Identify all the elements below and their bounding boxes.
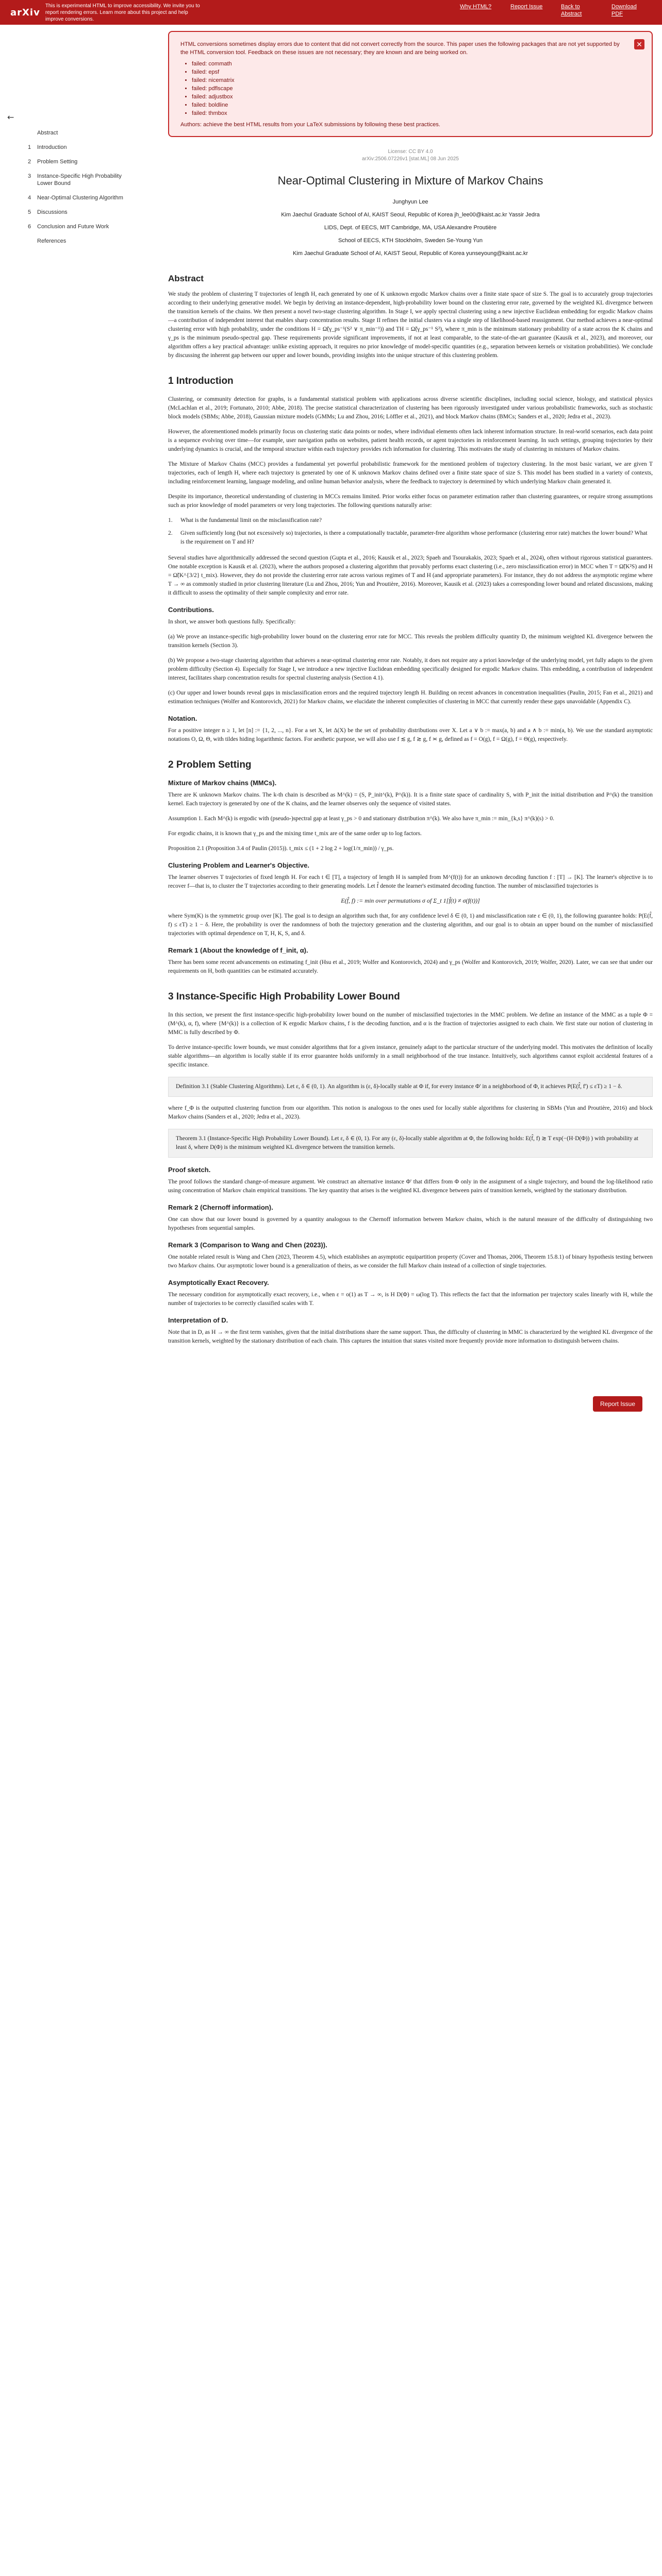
toc-item-abstract[interactable] [28, 126, 126, 140]
proposition: Proposition 2.1 (Proposition 3.4 of Paulin (2015)). t_mix ≤ (1 + 2 log 2 + log(1/π_min)) / γ_ps. [168, 845, 394, 852]
clustering-heading: Clustering Problem and Learner's Objective. [168, 861, 310, 869]
notation-heading: Notation. [168, 715, 197, 722]
remark-heading: Remark 3 (Comparison to Wang and Chen (2023)). [168, 1241, 327, 1249]
paragraph: The necessary condition for asymptotically exact recovery, i.e., when ε = o(1) as T → ∞, is H D(Φ) = ω(log T). This reflects the fact that the information per trajectory scales linearly with H, while the number of trajectories to be correctly classified scales with T. [168, 1292, 653, 1307]
package-item: • failed: boldline [192, 101, 642, 109]
paragraph: In this section, we present the first instance-specific high-probability lower bound on the number of misclassified trajectories in the MMC problem. We define an instance of the MMC as a tuple Φ = (M^(k), α, f), where {M^(k)} is a collection of K ergodic Markov chains, f is the decoding function, and α is the fraction of trajectories assigned to each chain. We first state our notion of clustering in MMC is fully described by Φ. [168, 1012, 653, 1036]
why-html-link[interactable]: Why HTML? [460, 4, 492, 10]
toc-label: Near-Optimal Clustering Algorithm [37, 195, 123, 201]
arxiv-logo-text[interactable]: arXiv [10, 7, 40, 18]
contribution-item: (a) We prove an instance-specific high-probability lower bound on the clustering error rate for MCC. This reveals the problem difficulty quantity D, the minimum weighted KL divergence between the transition kernels (Section 3). [168, 634, 653, 649]
author-block [168, 198, 653, 258]
arxiv-logo[interactable] [10, 3, 200, 23]
contributions-heading: Contributions. [168, 606, 214, 614]
abstract-text: We study the problem of clustering T trajectories of length H, each generated by one of K unknown ergodic Markov chains over a finite state space of size S. The goal is to accurately group trajectories according to their underlying generative model. We begin by deriving an instance-dependent, high-probability lower bound on the clustering error rate, governed by the weighted KL divergence between the transition kernels of the chains. We then present a novel two-stage clustering algorithm. In Stage I, we apply spectral clustering using a new injective Euclidean embedding for ergodic Markov chains—a contribution of independent interest that enables sharp concentration results. Stage II refines the initial clusters via a single step of likelihood-based reassignment. Our method achieves a near-optimal clustering error with high probability, under the conditions H = Ω̃(γ_ps⁻¹(S² ∨ π_min⁻¹)) and TH = Ω̃(γ_ps⁻¹ S²), where π_min is the minimum stationary probability of a state across the K chains and γ_ps is the minimum pseudo-spectral gap. These requirements provide significant improvements, if not at least comparable, to the state-of-the-art guarantee (Kausik et al., 2023), and moreover, our algorithm offers a key practical advantage: unlike existing approach, it requires no prior knowledge of model-specific quantities (e.g., separation between kernels or visitation probabilities). We conclude by discussing the inherent gap between our upper and lower bounds, providing insights into the unique structure of this clustering problem. [168, 291, 653, 359]
toc-item-references[interactable] [28, 234, 126, 248]
question-text: Given sufficiently long (but not excessively so) trajectories, is there a computationally tractable, parameter-free algorithm whose performance (clustering error rate) matches the lower bound? What is the requirement on T and H? [180, 530, 648, 545]
list-item: 1. What is the fundamental limit on the misclassification rate? [168, 516, 653, 525]
paragraph: There are K unknown Markov chains. The k-th chain is described as M^(k) = (S, P_init^(k), P^(k)). It is a finite state space of cardinality S, with P_init the initial distribution and P^(k) the transition kernel. Each trajectory is generated by one of the K chains, and the learner observes only the sequence of visited states. [168, 792, 653, 807]
remark-heading: Remark 1 (About the knowledge of f_init, α). [168, 946, 308, 954]
paragraph: For a positive integer n ≥ 1, let [n] := {1, 2, ..., n}. For a set X, let Δ(X) be the set of probability distributions over X. Let a ∨ b := max(a, b) and a ∧ b := min(a, b). We use the standard asymptotic notations O, Ω, Θ, with tildes hiding logarithmic factors. For aesthetic purpose, we will also use f ≲ g, f ≳ g, f ≍ g, defined as f = O(g), f = Ω(g), f = Θ(g), respectively. [168, 727, 653, 742]
arxiv-id: arXiv:2506.07226v1 [stat.ML] 08 Jun 2025 [362, 156, 459, 162]
toc-item-conclusion[interactable]: 6 Conclusion and Future Work [28, 224, 109, 230]
author-line: Junghyun Lee [392, 199, 428, 205]
mmc-heading: Mixture of Markov chains (MMCs). [168, 779, 277, 787]
package-item: • failed: nicematrix [192, 76, 642, 84]
assumption: Assumption 1. Each M^(k) is ergodic with (pseudo-)spectral gap at least γ_ps > 0 and stationary distribution π^(k). We also have π_min := min_{k,s} π^(k)(s) > 0. [168, 816, 554, 822]
author-line: Kim Jaechul Graduate School of AI, KAIST Seoul, Republic of Korea yunseyoung@kaist.ac.kr [292, 250, 528, 257]
author-line: Kim Jaechul Graduate School of AI, KAIST Seoul, Republic of Korea jh_lee00@kaist.ac.kr Yassir Jedra [281, 212, 540, 218]
section-heading-problem-setting: 2 Problem Setting [168, 759, 252, 770]
author-line: School of EECS, KTH Stockholm, Sweden Se-Young Yun [338, 238, 483, 244]
main-content [168, 31, 653, 1352]
contribution-item: (b) We propose a two-stage clustering algorithm that achieves a near-optimal clustering error rate. Notably, it does not require any a priori knowledge of the underlying model, yet fully adapts to the given problem difficulty (Section 4). Especially for Stage I, we introduce a new injective Euclidean embedding specifically designed for ergodic Markov chains. This embedding, a contribution of independent interest, facilitates sharp concentration results for spectral clustering analysis (Section 4.1). [168, 657, 653, 681]
contribution-item: (c) Our upper and lower bounds reveal gaps in misclassification errors and the required trajectory length H. Building on recent advances in concentration inequalities (Paulin, 2015; Fan et al., 2021) and estimation techniques (Wolfer and Kontorovich, 2021) for Markov chains, we elucidate the inherent complexities of clustering in MCC that currently render these gaps unavoidable (Appendix C). [168, 690, 653, 705]
equation: E(f̂, f) := min over permutations σ of Σ_t 1[f̂(t) ≠ σ(f(t))] [341, 897, 480, 904]
asymptotic-heading: Asymptotically Exact Recovery. [168, 1279, 269, 1286]
banner-message: This is experimental HTML to improve accessibility. We invite you to report rendering errors. Learn more about this project and help improve conversions. [45, 3, 200, 22]
theorem-text: Theorem 3.1 (Instance-Specific High Probability Lower Bound). Let ε, δ ∈ (0, 1). For any (ε, δ)-locally stable algorithm at Φ, the following holds: E(f̂, f) ≳ T exp(−(H·D(Φ)) ) with probability at least δ, where D(Φ) is the minimum weighted KL divergence between the transition kernels. [176, 1136, 638, 1150]
paragraph: However, the aforementioned models primarily focus on clustering static data points or nodes, where individual elements often lack inherent information structure. In real-world scenarios, each data point is a sequence evolving over time—for example, user navigation paths on websites, patient health records, or agent trajectories in reinforcement learning. In such settings, grouping trajectories by their underlying dynamics is crucial, and the temporal structure within each trajectory provides rich information for clustering. This motivates the study of clustering in mixtures of Markov chains. [168, 429, 653, 452]
package-item: • failed: pdflscape [192, 84, 642, 93]
paragraph: To derive instance-specific lower bounds, we must consider algorithms that for a given instance, genuinely adapt to the particular structure of the underlying model. This motivates the definition of locally stable algorithms—an algorithm is locally stable if its error guarantee holds uniformly in a small neighborhood of the true instance. Intuitively, such algorithms cannot exploit accidental features of a specific instance. [168, 1044, 653, 1068]
list-item: 2. Given sufficiently long (but not excessively so) trajectories, is there a computationally tractable, parameter-free algorithm whose performance (clustering error rate) matches the lower bound? What is the requirement on T and H? [168, 529, 653, 547]
section-heading-lower-bound: 3 Instance-Specific High Probability Lower Bound [168, 991, 400, 1002]
paragraph: Note that in D, as H → ∞ the first term vanishes, given that the initial distributions share the same support. Thus, the difficulty of clustering in MMC is characterized by the weighted KL divergence of the transition kernels, weighted by the stationary distribution of each chain. This captures the intuition that states visited more frequently provide more information to distinguish between chains. [168, 1329, 653, 1344]
download-pdf-link[interactable]: Download PDF [611, 4, 637, 17]
authors-note: Authors: achieve the best HTML results from your LaTeX submissions by following these best practices. [180, 122, 440, 128]
back-to-abstract-link[interactable]: Back to Abstract [561, 4, 582, 17]
paragraph: where Sym(K) is the symmetric group over [K]. The goal is to design an algorithm such that, for any confidence level δ ∈ (0, 1) and misclassification rate ε ∈ (0, 1), the following guarantee holds: P(E(f̂, f) ≤ εT) ≥ 1 − δ. Here, the probability is over the randomness of both the trajectory generation and the clustering algorithm, and our goal is to obtain an upper bound on the number of misclassified trajectories with optimal dependence on T, H, K, S, and δ. [168, 913, 653, 937]
toc-label: Instance-Specific High Probability Lower Bound [37, 173, 122, 187]
paragraph: In short, we answer both questions fully. Specifically: [168, 619, 296, 625]
paragraph: For ergodic chains, it is known that γ_ps and the mixing time t_mix are of the same order up to log factors. [168, 831, 422, 837]
remark: One notable related result is Wang and Chen (2023, Theorem 4.5), which establishes an asymptotic equipartition property (Cover and Thomas, 2006, Theorem 15.8.1) of binary hypothesis testing between two Markov chains. Our asymptotic lower bound is a generalization of theirs, as we consider the full Markov chain instead of a collection of single trajectories. [168, 1254, 653, 1269]
package-list [192, 60, 642, 117]
table-of-contents [28, 126, 126, 248]
paragraph: The Mixture of Markov Chains (MCC) provides a fundamental yet powerful probabilistic framework for the mentioned problem of trajectory clustering. In the most basic variant, we are given T trajectories, each of length H, where each trajectory is generated by one of K unknown Markov chains defined over a finite state space of size S. This model has been studied in a variety of contexts, including reinforcement learning, language modeling, and online human behavior analysis, where the feedback to trajectory is determined by which underlying Markov chain generated it. [168, 461, 653, 485]
definition-text: Definition 3.1 (Stable Clustering Algorithms). Let ε, δ ∈ (0, 1). An algorithm is (ε, δ)-locally stable at Φ if, for every instance Φ' in a neighborhood of Φ, it achieves P(E(f̂, f') ≤ εT) ≥ 1 − δ. [176, 1083, 622, 1090]
proof-heading: Proof sketch. [168, 1166, 211, 1174]
report-issue-button[interactable]: Report Issue [593, 1396, 642, 1412]
paragraph: where f_Φ is the outputted clustering function from our algorithm. This notion is analogous to the ones used for locally stable algorithms for clustering in SBMs (Yun and Proutière, 2016) and block Markov chains (Sanders et al., 2020; Jedra et al., 2023). [168, 1105, 653, 1120]
license-info [168, 148, 653, 163]
banner-links [460, 3, 648, 18]
warning-intro: HTML conversions sometimes display errors due to content that did not convert correctly from the source. This paper uses the following packages that are not yet supported by the HTML conversion tool. Feedback on these issues are not necessary; they are known and are being worked on. [180, 41, 620, 56]
toc-item-lower-bound[interactable]: 3 Instance-Specific High Probability Lower Bound [28, 169, 126, 191]
close-icon[interactable]: ✕ [634, 39, 644, 49]
paper-title: Near-Optimal Clustering in Mixture of Markov Chains [277, 174, 543, 187]
definition-box [168, 1077, 653, 1097]
back-arrow-icon[interactable]: ← [7, 112, 14, 122]
remark-heading: Remark 2 (Chernoff information). [168, 1204, 273, 1211]
package-item: • failed: commath [192, 60, 642, 68]
toc-label: Conclusion and Future Work [37, 224, 109, 230]
package-item: • failed: adjustbox [192, 93, 642, 101]
author-line: LIDS, Dept. of EECS, MIT Cambridge, MA, USA Alexandre Proutière [324, 225, 497, 231]
abstract-heading: Abstract [168, 274, 204, 283]
paragraph: The proof follows the standard change-of-measure argument. We construct an alternative instance Φ' that differs from Φ only in the assignment of a single trajectory, and bound the log-likelihood ratio using concentration of Markov chain empirical transitions. The key quantity that arises is the weighted KL divergence between pairs of transition kernels, weighted by the stationary distribution. [168, 1179, 653, 1194]
paragraph: The learner observes T trajectories of fixed length H. For each t ∈ [T], a trajectory of length H is sampled from M^(f(t)) for an unknown decoding function f : [T] → [K]. The learner's objective is to recover f—that is, to cluster the T trajectories according to their generating models. Let f̂ denote the learner's estimated decoding function. The number of misclassified trajectories is [168, 874, 653, 889]
remark: There has been some recent advancements on estimating f_init (Hsu et al., 2019; Wolfer and Kontorovich, 2024) and γ_ps (Wolfer and Kontorovich, 2019; Wolfer, 2020). Later, we can see that under our requirements on H, both quantities can be estimated accurately. [168, 959, 653, 974]
conversion-warning [168, 31, 653, 137]
toc-label: References [37, 238, 67, 244]
toc-item-problem-setting[interactable]: 2 Problem Setting [28, 159, 78, 165]
paragraph: Despite its importance, theoretical understanding of clustering in MCCs remains limited. Prior works either focus on parameter estimation rather than clustering guarantees, or require strong assumptions such as prior knowledge of model parameters or very long trajectories. The following questions naturally arise: [168, 494, 653, 509]
toc-label: Abstract [37, 130, 58, 136]
toc-item-discussions[interactable]: 5 Discussions [28, 209, 68, 215]
toc-item-introduction[interactable]: 1 Introduction [28, 144, 67, 150]
package-item: • failed: epsf [192, 68, 642, 76]
question-text: What is the fundamental limit on the misclassification rate? [180, 517, 322, 523]
paragraph: Clustering, or community detection for graphs, is a fundamental statistical problem with applications across diverse scientific disciplines, including social science, biology, and statistical physics (McLachlan et al., 2019; Fortunato, 2010; Abbe, 2018). The precise statistical characterization of clustering has been rigorously investigated under various probabilistic frameworks, such as stochastic block models (SBMs; Abbe, 2018), Gaussian mixture models (GMMs; Lu and Zhou, 2016; Löffler et al., 2021), and block Markov chains (BMCs; Sanders et al., 2020; Jedra et al., 2023). [168, 396, 653, 420]
interpretation-heading: Interpretation of D. [168, 1316, 228, 1324]
toc-label: Introduction [37, 144, 67, 150]
toc-item-algorithm[interactable]: 4 Near-Optimal Clustering Algorithm [28, 195, 123, 201]
theorem-box [168, 1129, 653, 1158]
top-banner [0, 0, 662, 25]
report-issue-link[interactable]: Report Issue [510, 4, 543, 10]
remark: One can show that our lower bound is governed by a quantity analogous to the Chernoff information between Markov chains, which is the natural measure of the difficulty of distinguishing two hypotheses from sequential samples. [168, 1216, 653, 1231]
section-heading-introduction: 1 Introduction [168, 376, 234, 386]
paragraph: Several studies have algorithmically addressed the second question (Gupta et al., 2016; Kausik et al., 2023; Spaeh and Tsourakakis, 2023; Spaeh et al., 2024), often without rigorous statistical guarantees. One notable exception is Kausik et al. (2023), where the authors proposed a clustering algorithm that provably performs exact clustering (i.e., zero misclassification error) in MCC when T = Ω̃(K²S) and H = Ω̃(K^{3/2} t_mix). However, they do not provide the clustering error rate across various regimes of T and H (and appropriate parameters). For instance, they do not address the asymptotic regime where T → ∞ as commonly studied in prior clustering literature (Lu and Zhou, 2016; Yun and Proutière, 2016). Moreover, Kausik et al. (2023) takes a corresponding lower bound and related discussions, making it difficult to assess the optimality of their sample complexity and error rate. [168, 555, 653, 596]
package-item: • failed: thmbox [192, 109, 642, 117]
toc-label: Discussions [37, 209, 68, 215]
license-text[interactable]: License: CC BY 4.0 [388, 149, 433, 155]
toc-label: Problem Setting [37, 159, 78, 165]
question-list [168, 516, 653, 547]
